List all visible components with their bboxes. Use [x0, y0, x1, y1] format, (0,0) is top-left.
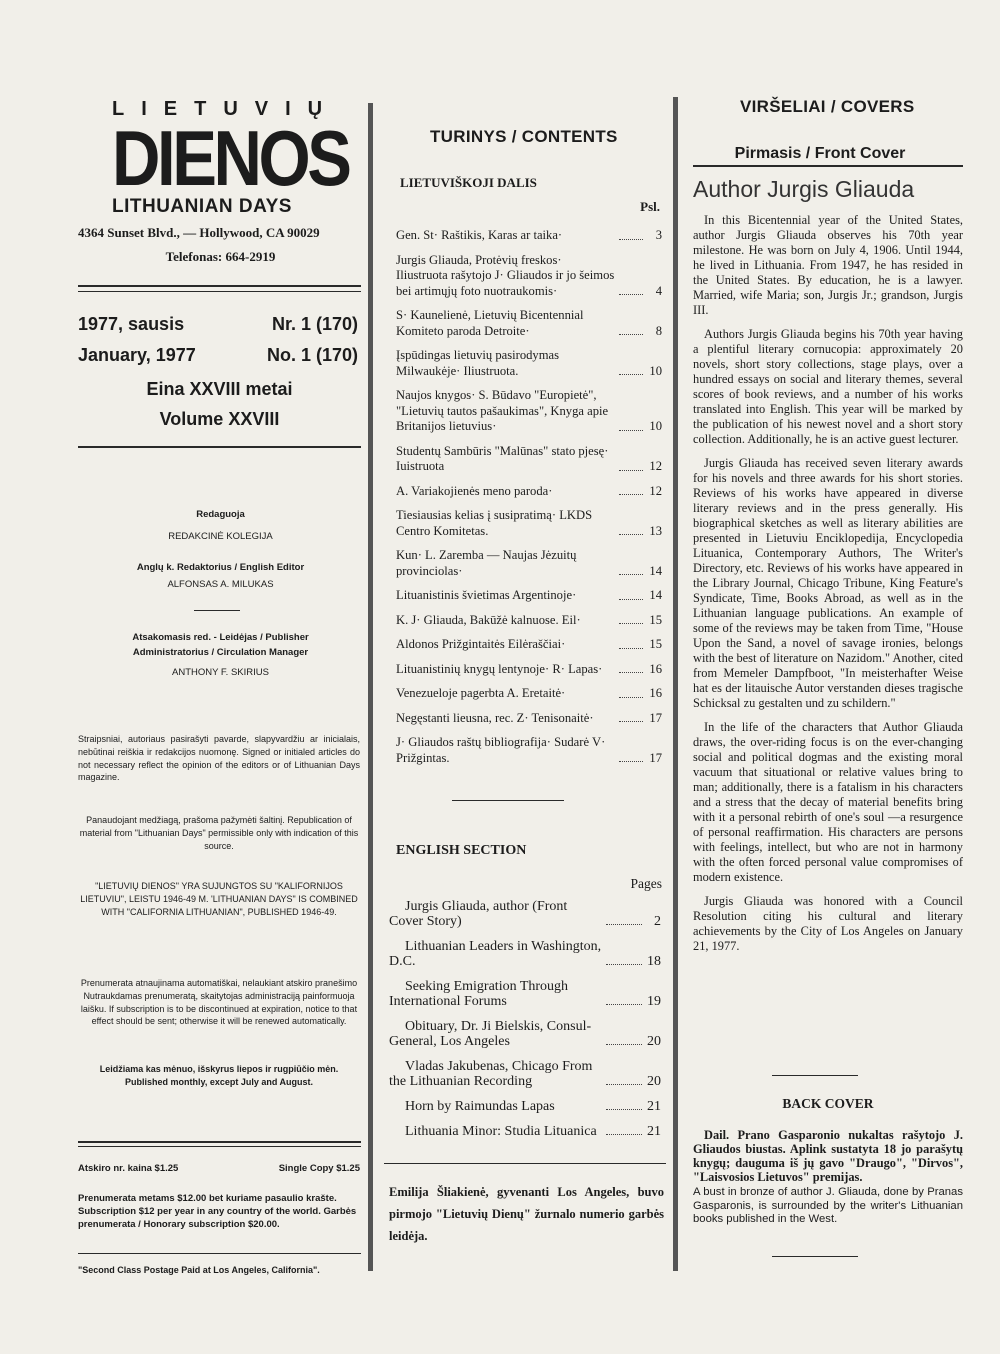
editor-label: Redaguoja — [196, 509, 245, 520]
divider — [78, 1146, 361, 1147]
toc-leader-dots — [606, 1004, 642, 1005]
toc-entry — [389, 1124, 661, 1139]
toc-entry-title: Seeking Emigration Through International Forums — [389, 979, 569, 1009]
issue-date-lt: 1977, sausis — [78, 314, 185, 334]
toc-entry-title: Obituary, Dr. Ji Bielskis, Consul-General, Los Angeles — [389, 1019, 592, 1049]
divider — [194, 610, 240, 611]
front-cover-title: Author Jurgis Gliauda — [693, 176, 915, 202]
toc-entry — [396, 444, 662, 475]
story-paragraph: Jurgis Gliauda was honored with a Council Resolution citing his cultural and literary achievements by the City of Los Angeles on January 21, 1977. — [693, 894, 963, 953]
divider — [78, 446, 361, 448]
toc-leader-dots — [606, 1084, 642, 1085]
toc-entry-page: 17 — [649, 710, 662, 725]
toc-entry-page: 12 — [649, 483, 662, 498]
toc-entry — [396, 588, 662, 604]
editor-name: REDAKCINĖ KOLEGIJA — [168, 531, 273, 542]
divider — [452, 800, 564, 801]
toc-entry-page: 10 — [649, 419, 662, 433]
pages-label: Pages — [630, 876, 662, 891]
toc-entry-title: Kun· L. Zaremba — Naujas Jėzuitų provinciolas· — [396, 548, 577, 578]
toc-entry — [396, 348, 662, 379]
toc-entry — [389, 939, 661, 969]
column-bar-left — [368, 103, 373, 1271]
toc-entry — [389, 1059, 661, 1089]
toc-entry-title: Lithuania Minor: Studia Lituanica — [405, 1124, 597, 1139]
issue-number-lt: Nr. 1 (170) — [271, 314, 358, 334]
toc-leader-dots — [619, 761, 643, 762]
toc-entry-page: 3 — [655, 228, 662, 242]
masthead-title: DIENOS — [112, 114, 349, 202]
toc-entry-title: Lituanistinis švietimas Argentinoje· — [396, 588, 577, 602]
toc-entry — [396, 686, 662, 702]
english-editor-label: Anglų k. Redaktorius / English Editor — [136, 562, 305, 573]
toc-leader-dots — [619, 470, 643, 471]
lt-section-heading: LIETUVIŠKOJI DALIS — [400, 175, 537, 190]
toc-entry — [389, 979, 661, 1009]
notice-published: Leidžiama kas mėnuo, išskyrus liepos ir rugpiūčio mėn. Published monthly, except July and August. — [99, 1064, 339, 1087]
toc-entry-page: 13 — [649, 523, 662, 538]
notice-combined: "LIETUVIŲ DIENOS" YRA SUJUNGTOS SU "KALIFORNIJOS LIETUVIU", LEISTU 1946-49 M. 'LITHUANIAN DAYS" IS COMBINED WITH "CALIFORNIA LITHUANIAN", PUBLISHED 1946-49. — [80, 881, 358, 917]
story-paragraph: Jurgis Gliauda has received seven literary awards for his novels and three awards for his short stories. Reviews of his works have appeared in diverse literary reviews and in the press generally. His biographical sketches as well as literary abilities are presented in Lietuviu Enciklopedija, Encyclopedia Lituanica, Contemporary Authors, The Writer's Directory, etc. Reviews of his works have appeared in the Library Journal, Chicago Tribune, King Feature's Syndicate, Time, Books Abroad, as well as in the Lithuanian language publications. An example of some of the reviews may be taken from Time, "House Upon the Sand, a novel of savage ironies, belongs with the best of literature on Nazidom." Another, cited from Memeler Dampfboot, "In meisterhafter Weise hat es der litauische Autor verstanden dieses tragische Schicksal zu gestalten und zu schildern." — [693, 456, 963, 710]
toc-leader-dots — [606, 1109, 642, 1110]
toc-entry-title: Tiesiausias kelias į susipratimą· LKDS Centro Komitetas. — [396, 508, 593, 538]
toc-entry — [389, 899, 661, 929]
toc-entry-page: 16 — [649, 661, 662, 676]
toc-leader-dots — [606, 1134, 642, 1135]
toc-entry-page: 15 — [649, 637, 662, 651]
toc-leader-dots — [619, 494, 643, 495]
toc-leader-dots — [619, 623, 643, 624]
toc-entry — [396, 228, 662, 244]
divider — [78, 291, 361, 292]
toc-entry — [396, 484, 662, 500]
masthead-subtitle: LITHUANIAN DAYS — [112, 196, 292, 217]
en-section-heading: ENGLISH SECTION — [396, 843, 527, 858]
volume-lt: Eina XXVIII metai — [146, 379, 293, 399]
toc-entry-title: Aldonos Prižgintaitės Eilėraščiai· — [396, 637, 566, 651]
toc-leader-dots — [619, 374, 643, 375]
postage-note: "Second Class Postage Paid at Los Angeles, California". — [78, 1265, 320, 1275]
toc-entry-page: 10 — [649, 363, 662, 378]
toc-entry-page: 17 — [649, 750, 662, 765]
toc-entry — [396, 662, 662, 678]
divider — [772, 1075, 858, 1076]
issue-number-en: No. 1 (170) — [266, 345, 358, 365]
en-contents-list — [389, 899, 661, 1149]
price-lt: Atskiro nr. kaina $1.25 — [78, 1163, 179, 1174]
notice-republication: Panaudojant medžiagą, prašoma pažymėti šaltinį. Republication of material from "Lithuanian Days" permissible only with indication of this source. — [79, 815, 359, 851]
toc-entry-title: Jurgis Gliauda, author (Front Cover Story) — [389, 899, 568, 929]
toc-entry-title: Jurgis Gliauda, Protėvių freskos· Iliustruota rašytojo J· Gliaudos ir jo šeimos bei artimųjų foto nuotraukomis· — [396, 252, 615, 298]
subscription-prices: Prenumerata metams $12.00 bet kuriame pasaulio krašte. Subscription $12 per year in any country of the world. Garbės prenumerata / Honorary subscription $20.00. — [78, 1193, 357, 1230]
toc-leader-dots — [619, 430, 643, 431]
toc-entry-page: 18 — [647, 954, 661, 969]
column-bar-right — [673, 97, 678, 1271]
publisher-label: Atsakomasis red. - Leidėjas / Publisher — [132, 632, 309, 643]
back-cover-heading: BACK COVER — [782, 1096, 874, 1111]
price-en: Single Copy $1.25 — [278, 1163, 360, 1174]
toc-entry-page: 21 — [647, 1099, 661, 1114]
toc-entry — [389, 1099, 661, 1114]
divider — [772, 1256, 858, 1257]
toc-entry-title: J· Gliaudos raštų bibliografija· Sudarė V· Prižgintas. — [396, 735, 606, 765]
lt-contents-list — [396, 228, 662, 775]
contents-footer: Emilija Šliakienė, gyvenanti Los Angeles, buvo pirmojo "Lietuvių Dienų" žurnalo numerio garbės leidėja. — [389, 1185, 664, 1243]
toc-entry — [396, 308, 662, 339]
toc-entry-title: Venezueloje pagerbta A. Eretaitė· — [396, 686, 566, 700]
address: 4364 Sunset Blvd., — Hollywood, CA 90029 — [78, 225, 320, 240]
divider — [384, 1163, 666, 1164]
toc-leader-dots — [606, 964, 642, 965]
toc-leader-dots — [619, 574, 643, 575]
toc-entry-page: 2 — [654, 914, 661, 929]
toc-entry-page: 15 — [649, 612, 662, 627]
front-cover-heading: Pirmasis / Front Cover — [734, 145, 906, 162]
toc-entry-title: Naujos knygos· S. Būdavo "Europietė", "Lietuvių tautos pašaukimas", Knyga apie Britanijos lietuvius· — [396, 388, 609, 433]
toc-entry — [396, 613, 662, 629]
toc-leader-dots — [619, 239, 643, 240]
manager-label: Administratorius / Circulation Manager — [132, 647, 309, 658]
toc-leader-dots — [619, 672, 643, 673]
publisher-name: ANTHONY F. SKIRIUS — [172, 667, 269, 678]
covers-heading: VIRŠELIAI / COVERS — [740, 97, 915, 116]
toc-leader-dots — [619, 697, 643, 698]
toc-leader-dots — [619, 294, 643, 295]
toc-entry — [396, 388, 662, 435]
psl-label: Psl. — [640, 199, 660, 214]
toc-entry — [396, 637, 662, 653]
toc-entry-page: 14 — [649, 563, 662, 578]
toc-entry-title: K. J· Gliauda, Bakūžė kalnuose. Eil· — [396, 612, 581, 627]
toc-entry — [396, 735, 662, 766]
back-cover-caption-en: A bust in bronze of author J. Gliauda, done by Pranas Gasparonis, is surrounded by the writer's Lithuanian books published in the West. — [693, 1186, 963, 1226]
toc-leader-dots — [619, 334, 643, 335]
toc-entry-title: Horn by Raimundas Lapas — [405, 1099, 555, 1114]
toc-entry-page: 20 — [647, 1034, 661, 1049]
toc-entry-page: 21 — [647, 1124, 661, 1139]
toc-entry — [396, 548, 662, 579]
notice-subscription: Prenumerata atnaujinama automatiškai, nelaukiant atskiro pranešimo Nutraukdamas prenumeratą, skaitytojas administraciją painformuoja laišku. If subscription is to be discontinued at expiration, notice to that effect should be sent; otherwise it will be renewed automatically. — [80, 978, 358, 1027]
toc-entry-page: 12 — [649, 459, 662, 473]
toc-entry — [396, 253, 662, 300]
masthead-top-word: LIETUVIŲ — [112, 98, 340, 120]
english-editor-name: ALFONSAS A. MILUKAS — [167, 579, 274, 590]
toc-leader-dots — [606, 1044, 642, 1045]
toc-entry-title: Vladas Jakubenas, Chicago From the Lithuanian Recording — [389, 1059, 593, 1089]
issue-date-en: January, 1977 — [78, 345, 196, 365]
toc-leader-dots — [619, 599, 643, 600]
divider — [78, 285, 361, 287]
toc-entry-page: 16 — [649, 686, 662, 700]
divider — [693, 165, 963, 167]
toc-entry-title: A. Variakojienės meno paroda· — [396, 483, 553, 498]
toc-entry-page: 20 — [647, 1074, 661, 1089]
story-paragraph: In this Bicentennial year of the United States, author Jurgis Gliauda observes his 70th year milestone. He was born on July 4, 1906. Until 1944, he lived in Lithuania. From 1947, he has resided in the United States. By education, he is a lawyer. Married, wife Maria; son, Jurgis Jr.; grandson, Jurgis III. — [693, 213, 963, 317]
toc-entry-title: Lithuanian Leaders in Washington, D.C. — [389, 939, 602, 969]
contents-heading: TURINYS / CONTENTS — [430, 127, 618, 146]
toc-entry-page: 4 — [655, 283, 662, 298]
toc-entry — [396, 508, 662, 539]
toc-entry-title: Studentų Sambūris "Malūnas" stato pjesę· Iuistruota — [396, 443, 609, 473]
divider — [78, 1141, 361, 1143]
toc-entry-title: Įspūdingas lietuvių pasirodymas Milwaukėje· Iliustruota. — [396, 348, 559, 378]
toc-entry — [396, 711, 662, 727]
story-paragraph: Authors Jurgis Gliauda begins his 70th year having a plentiful literary cornucopia: approximately 20 novels, short story collections, stage plays, over a hundred essays on social and literary themes, several scores of book reviews, and a number of his works translated into English. This year will be marked by the publication of his newest novel and a short story collection. Additionally, he is an active guest lecturer. — [693, 327, 963, 446]
toc-entry-title: Lituanistinių knygų lentynoje· R· Lapas· — [396, 661, 603, 676]
toc-entry-title: Negęstanti lieusna, rec. Z· Tenisonaitė· — [396, 710, 594, 725]
divider — [78, 1253, 361, 1254]
story-paragraph: In the life of the characters that Author Gliauda draws, the over-riding focus is on the ever-changing social and political dogmas and the existing moral vacuum that situational or relative values bring to man; additionally, there is a fatalism in his characters and a stress that the decay of material benefits bring with it a personal rebirth of one's soul —a resurgence of personal reaffirmation. His characters are persons with feelings, intellect, but who are not in harmony with the often forced personal value compromises of modern existence. — [693, 720, 963, 884]
toc-entry-page: 19 — [647, 994, 661, 1009]
back-cover-caption-lt: Dail. Prano Gasparonio nukaltas rašytojo J. Gliaudos biustas. Aplink sustatyta 18 jo parašytų knygų; dauguma iš jų gavo "Draugo", "Dirvos", "Laisvosios Lietuvos" premijas. — [693, 1128, 963, 1184]
toc-leader-dots — [619, 534, 643, 535]
toc-entry-title: S· Kaunelienė, Lietuvių Bicentennial Komiteto paroda Detroite· — [396, 308, 584, 338]
toc-leader-dots — [606, 924, 642, 925]
toc-leader-dots — [619, 721, 643, 722]
toc-entry-title: Gen. St· Raštikis, Karas ar taika· — [396, 228, 563, 242]
volume-en: Volume XXVIII — [159, 409, 280, 429]
toc-entry — [389, 1019, 661, 1049]
phone: Telefonas: 664-2919 — [165, 249, 276, 264]
toc-leader-dots — [619, 648, 643, 649]
notice-signed-articles: Straipsniai, autoriaus pasirašyti pavarde, slapyvardžiu ar inicialais, nebūtinai reiškia ir redakcijos nuomonę. Signed or initialed articles do not necessary reflect the opinion of the editors or of Lithuanian Days magazine. — [78, 734, 360, 783]
toc-entry-page: 8 — [655, 323, 662, 338]
toc-entry-page: 14 — [649, 588, 662, 602]
front-cover-story — [693, 213, 963, 963]
